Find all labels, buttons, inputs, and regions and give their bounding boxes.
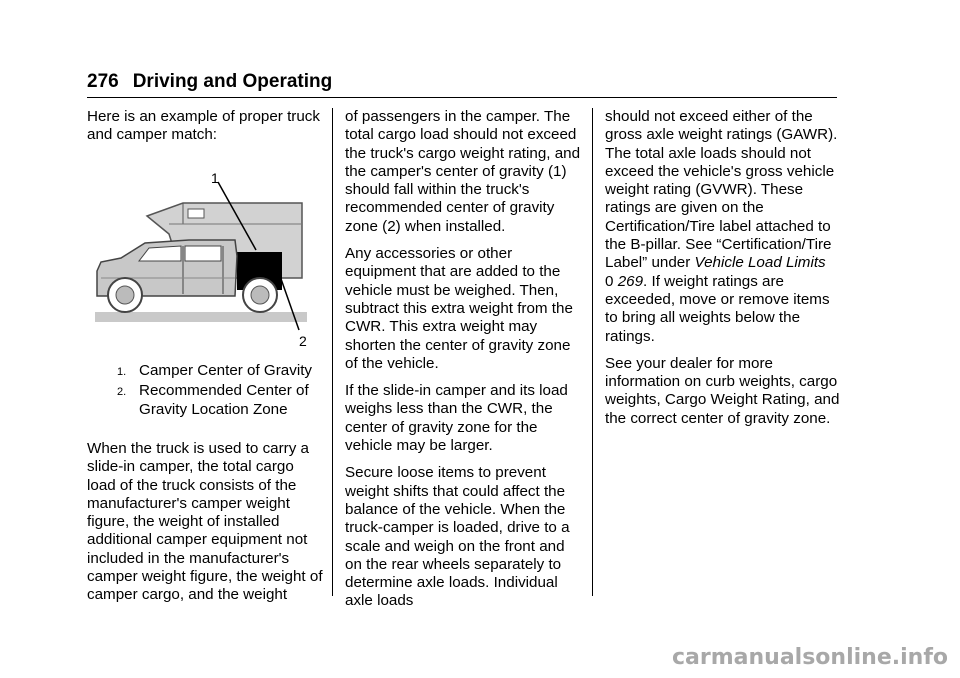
caption-item: 1. Camper Center of Gravity	[117, 362, 313, 379]
header-rule	[87, 97, 837, 98]
paragraph: Any accessories or other equipment that are added to the vehicle must be weighed. Then, subtract this extra weight from the CWR. This extra weight may shorten the center of gravity zone of the vehicle.	[345, 245, 573, 372]
column-3	[605, 108, 841, 437]
section-title: Driving and Operating	[132, 71, 333, 92]
page-ref-icon: 0	[605, 272, 614, 290]
figure-captions	[87, 362, 327, 421]
paragraph: Secure loose items to prevent weight shifts that could affect the balance of the vehicle. When the truck-camper is loaded, drive to a scale and weigh on the front and on the rear wheels separately to determine axle loads. Individual axle loads	[345, 464, 570, 610]
paragraph: of passengers in the camper. The total cargo load should not exceed the truck's cargo weight rating, and the camper's center of gravity (1) should fall within the truck's recommended center of gravity zone (2) when installed.	[345, 108, 581, 235]
column-2	[345, 108, 581, 620]
caption-item: 2. Recommended Center of Gravity Location Zone	[117, 382, 309, 418]
paragraph: When the truck is used to carry a slide-in camper, the total cargo load of the truck consists of the manufacturer's camper weight figure, the weight of installed additional camper equipment not included in the manufacturer's camper weight figure, the weight of camper cargo, and the weight	[87, 440, 323, 604]
watermark: carmanualsonline.info	[672, 645, 948, 670]
page-number: 276	[87, 71, 119, 92]
paragraph: If the slide-in camper and its load weighs less than the CWR, the center of gravity zone for the vehicle may be larger.	[345, 382, 568, 455]
cross-reference-link[interactable]: Vehicle Load Limits	[694, 254, 826, 272]
truck-camper-illustration	[87, 168, 323, 352]
column-divider	[592, 108, 593, 596]
intro-paragraph: Here is an example of proper truck and camper match:	[87, 108, 320, 144]
paragraph: See your dealer for more information on curb weights, cargo weights, Cargo Weight Rating, and the correct center of gravity zone.	[605, 354, 840, 427]
page-header	[87, 70, 837, 96]
paragraph: should not exceed either of the gross axle weight ratings (GAWR). The total axle loads should not exceed the vehicle's gross vehicle weight rating (GVWR). These ratings are given on the Certification/Tire label attached to the B-pillar. See “Certification/Tire Label” under Vehicle Load Limits 0 269. If weight ratings are exceeded, move or remove items to bring all weights below the ratings.	[605, 108, 838, 345]
callout-2: 2	[299, 333, 307, 349]
page-reference[interactable]: 269	[617, 272, 644, 290]
column-divider	[332, 108, 333, 596]
callout-1: 1	[211, 170, 219, 186]
